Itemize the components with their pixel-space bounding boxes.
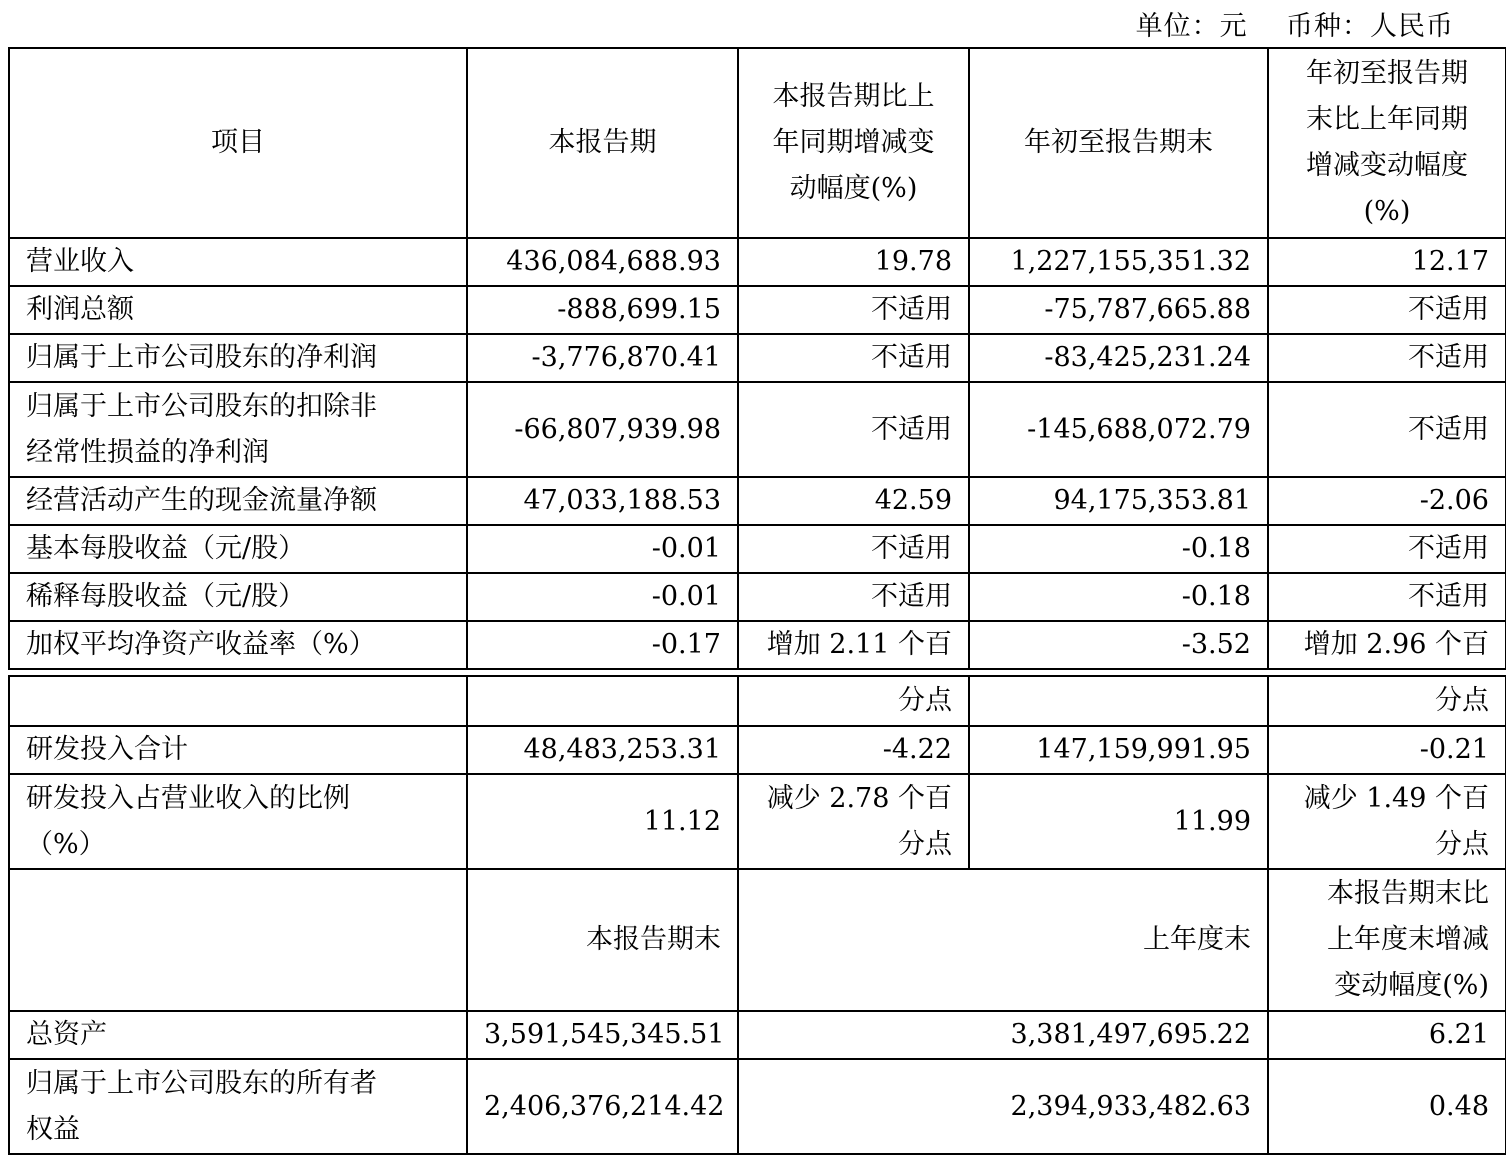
row-item (9, 676, 467, 726)
financial-table-part2 (8, 675, 1506, 1155)
row-period-end: 3,591,545,345.51 (467, 1011, 738, 1059)
table-row (9, 1011, 1506, 1059)
header2-period-end: 本报告期末 (467, 869, 738, 1011)
table-row (9, 238, 1506, 286)
table-row (9, 573, 1506, 621)
row-ytd: -145,688,072.79 (969, 382, 1268, 477)
row-ytd-change: 不适用 (1268, 286, 1506, 334)
row-current-change: 42.59 (738, 477, 969, 525)
row-ytd-change: 12.17 (1268, 238, 1506, 286)
row-ytd-change: 不适用 (1268, 334, 1506, 382)
row-current-change: 不适用 (738, 382, 969, 477)
row-ytd-change: 不适用 (1268, 573, 1506, 621)
table-row (9, 382, 1506, 477)
row-item: 稀释每股收益（元/股） (9, 573, 467, 621)
row-current: 436,084,688.93 (467, 238, 738, 286)
row-item: 研发投入合计 (9, 726, 467, 774)
row-current: 47,033,188.53 (467, 477, 738, 525)
row-current-change: 减少 2.78 个百 分点 (738, 774, 969, 869)
row-ytd-change: 分点 (1268, 676, 1506, 726)
row-current-change: 不适用 (738, 286, 969, 334)
row-item: 归属于上市公司股东的净利润 (9, 334, 467, 382)
row-ytd-change: 增加 2.96 个百 (1268, 621, 1506, 669)
financial-table-part1 (8, 47, 1506, 670)
row-item: 总资产 (9, 1011, 467, 1059)
header-item: 项目 (9, 48, 467, 238)
row-ytd: -0.18 (969, 525, 1268, 573)
row-ytd: -3.52 (969, 621, 1268, 669)
row-item: 利润总额 (9, 286, 467, 334)
row-current-change: 分点 (738, 676, 969, 726)
header-ytd: 年初至报告期末 (969, 48, 1268, 238)
header2-change: 本报告期末比 上年度末增减 变动幅度(%) (1268, 869, 1506, 1011)
row-last-year-end: 2,394,933,482.63 (738, 1059, 1268, 1154)
row-item: 营业收入 (9, 238, 467, 286)
row-ytd: 11.99 (969, 774, 1268, 869)
header-ytd-change: 年初至报告期 末比上年同期 增减变动幅度 (%) (1268, 48, 1506, 238)
row-current (467, 676, 738, 726)
row-item: 加权平均净资产收益率（%） (9, 621, 467, 669)
row-current-change: 不适用 (738, 334, 969, 382)
row-current: -3,776,870.41 (467, 334, 738, 382)
row-ytd-change: 减少 1.49 个百 分点 (1268, 774, 1506, 869)
row-item: 归属于上市公司股东的扣除非 经常性损益的净利润 (9, 382, 467, 477)
header2-last-year-end: 上年度末 (738, 869, 1268, 1011)
row-item: 归属于上市公司股东的所有者 权益 (9, 1059, 467, 1154)
header2-item (9, 869, 467, 1011)
row-current: 11.12 (467, 774, 738, 869)
row-ytd: -75,787,665.88 (969, 286, 1268, 334)
table-row (9, 334, 1506, 382)
row-current-change: 19.78 (738, 238, 969, 286)
row-current-change: -4.22 (738, 726, 969, 774)
row-ytd-change: 不适用 (1268, 525, 1506, 573)
table-row (9, 286, 1506, 334)
row-current: -66,807,939.98 (467, 382, 738, 477)
table-row (9, 477, 1506, 525)
row-period-end: 2,406,376,214.42 (467, 1059, 738, 1154)
header-current: 本报告期 (467, 48, 738, 238)
table-row (9, 1059, 1506, 1154)
row-ytd (969, 676, 1268, 726)
header-row-2 (9, 869, 1506, 1011)
row-ytd: -83,425,231.24 (969, 334, 1268, 382)
row-change: 0.48 (1268, 1059, 1506, 1154)
header-current-change: 本报告期比上 年同期增减变 动幅度(%) (738, 48, 969, 238)
row-ytd-change: -0.21 (1268, 726, 1506, 774)
row-current-change: 增加 2.11 个百 (738, 621, 969, 669)
row-ytd-change: 不适用 (1268, 382, 1506, 477)
row-ytd: -0.18 (969, 573, 1268, 621)
header-row (9, 48, 1506, 238)
row-current: -0.01 (467, 573, 738, 621)
row-item: 基本每股收益（元/股） (9, 525, 467, 573)
table-row (9, 774, 1506, 869)
table-row (9, 676, 1506, 726)
table-row (9, 525, 1506, 573)
row-last-year-end: 3,381,497,695.22 (738, 1011, 1268, 1059)
row-ytd: 94,175,353.81 (969, 477, 1268, 525)
row-item: 经营活动产生的现金流量净额 (9, 477, 467, 525)
row-current-change: 不适用 (738, 525, 969, 573)
row-current: 48,483,253.31 (467, 726, 738, 774)
row-item: 研发投入占营业收入的比例 （%） (9, 774, 467, 869)
table-row (9, 621, 1506, 669)
row-ytd-change: -2.06 (1268, 477, 1506, 525)
table-row (9, 726, 1506, 774)
row-current: -0.17 (467, 621, 738, 669)
row-change: 6.21 (1268, 1011, 1506, 1059)
row-ytd: 1,227,155,351.32 (969, 238, 1268, 286)
unit-currency-note: 单位：元 币种：人民币 (1135, 11, 1454, 42)
row-ytd: 147,159,991.95 (969, 726, 1268, 774)
row-current: -888,699.15 (467, 286, 738, 334)
row-current: -0.01 (467, 525, 738, 573)
row-current-change: 不适用 (738, 573, 969, 621)
